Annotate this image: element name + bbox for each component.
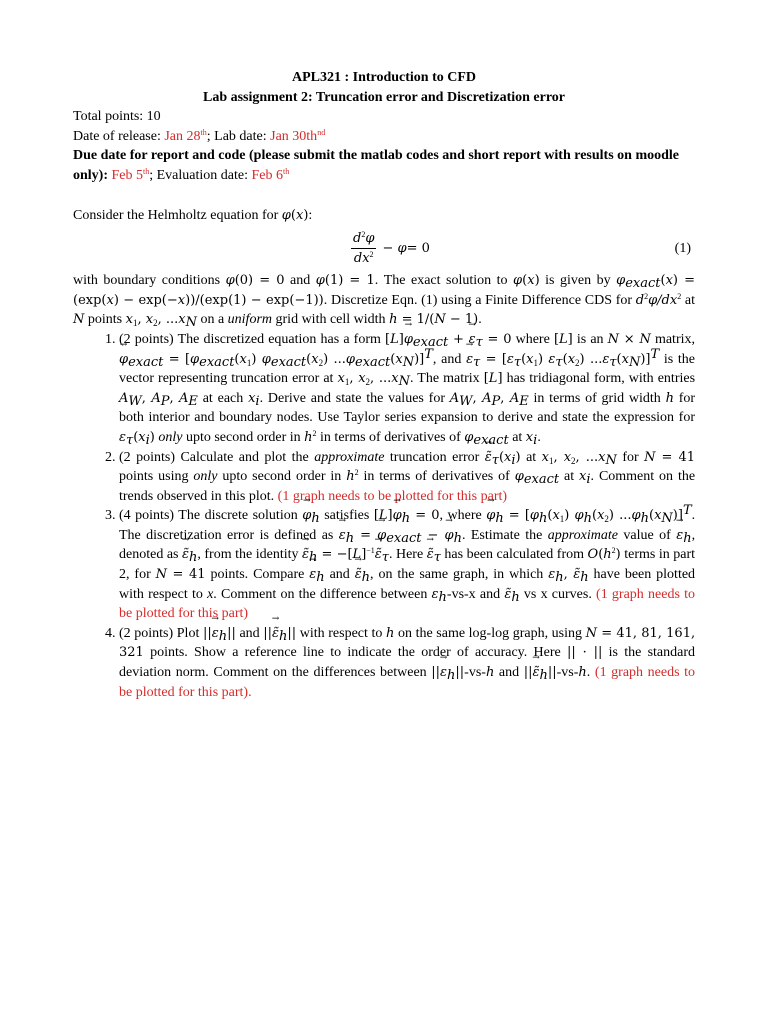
total-points: Total points: 10 <box>73 109 161 125</box>
intro-line: Consider the Helmholtz equation for φ(x): <box>73 207 313 223</box>
course-title: APL321 : Introduction to CFD <box>291 70 477 85</box>
equation-number: (1) <box>674 241 691 257</box>
question-2: 2. (2 points) Calculate and plot the approximate truncation error → $\varepsiloñ_\tau(x_i)$ at $x_1$, $x_2$, $...x_N$ for N = 41 points using only upto second order in $h^2$ in terms of derivatives of $\varphi_{exact}$ at $x_i$. Comment on the trends observed in this plot. (1 graph needs to be plotted for this part) <box>119 448 695 507</box>
graph-note: (1 graph needs to be plotted for this part) <box>277 488 508 504</box>
question-list <box>73 330 695 702</box>
helmholtz-equation: $\frac{d^2\varphi}{dx^2}$ − φ = 0 (1) <box>353 229 691 266</box>
assignment-title: Lab assignment 2: Truncation error and Discretization error <box>202 89 566 105</box>
eval-date: Feb 6th <box>251 166 290 183</box>
graph-note: (1 graph needs to be plotted for this part) <box>119 586 695 622</box>
graph-note: (1 graph needs to be plotted for this part). <box>119 665 696 700</box>
question-3: 3. (4 points) The discrete solution → $\varphi_h$ satisfies $[L]\to \varphi_h = 0$, where → $\varphi_h = [\varphi_h(x_1)$ $\varphi_h(x_2)$ $...\varphi_h(x_N)]^T$. The discretization error is defined as → $\varepsilon_h$ = → $\varphi_{exact}$ − → $\varphi_h$. Estimate the approximate value of → $\varepsilon_h$, denoted as → $\varepsiloñ_h$, from the identity → $\varepsiloñ_h = -[L]^{-1}\to$ $\varepsiloñ_\tau$. Here → $\varepsiloñ_\tau$ has been calculated from $O(h^2)$ terms in part 2, for N = 41 points. Compare → $\varepsilon_h$ and → $\varepsiloñ_h$, on the same graph, in which $\varepsilon_h$, $\varepsiloñ_h$ have been plotted with respect to x. Comment on the difference between $\varepsilon_h-vs-x$ and $\varepsiloñ_h$ vs x curves. (1 graph needs to be plotted for this part) <box>119 506 695 624</box>
question-1: 1. (2 points) The discretized equation has a form $[L]\to \varphi_{exact}$ + → $\varepsilon_\tau = 0$ where [L] is an N × N matrix, → $\varphi_{exact} = [\varphi_{exact}(x_1)$ $\varphi_{exact}(x_2)$ $...\varphi_{exact}(x_N)]^T$, and → $\varepsilon_\tau = [\varepsilon_\tau(x_1)$ $\varepsilon_\tau(x_2)$ $...\varepsilon_\tau(x_N)]^T$ is the vector representing truncation error at $x_1$, $x_2$, $...x_N$. The matrix [L] has tridiagonal form, with entries $A_W$, $A_P$, $A_E$ at each $x_i$. Derive and state the values for $A_W$, $A_P$, $A_E$ in terms of grid width h for both interior and boundary nodes. Use Taylor series expansion to derive and state the expression for $\varepsilon_\tau(x_i)$ only upto second order in $h^2$ in terms of derivatives of $\varphi_{exact}$ at $x_i$. <box>119 330 695 448</box>
due-label: Due date for report and code (please submit the matlab codes and short report with results on moodle only): <box>73 148 680 183</box>
lab-date: Jan $30th^{nd}$ <box>270 127 326 144</box>
release-date: Jan 28th <box>164 127 207 144</box>
due-line: Due date for report and code (please submit the matlab codes and short report with results on moodle only): Feb 5th; Evaluation date: Feb 6th <box>73 148 680 183</box>
release-line: Date of release: Jan 28th; Lab date: Jan $30th^{nd}$ <box>73 127 326 144</box>
document-page <box>73 68 695 702</box>
intro-paragraph: with boundary conditions φ(0) = 0 and φ(1) = 1. The exact solution to φ(x) is given by $\varphi_{exact}(x) = (\exp(x) - \exp(-x))/(\exp(1) - \exp(-1))$. Discretize Eqn. (1) using a Finite Difference CDS for $d^2\varphi/dx^2$ at N points $x_1$, $x_2$, $...x_N$ on a uniform grid with cell width h = 1/(N − 1). <box>73 273 696 331</box>
question-4: 4. (2 points) Plot ||→ $\varepsilon_h||$ and ||→ $\varepsiloñ_h||$ with respect to h on the same log-log graph, using N = 41, 81, 161, 321 points. Show a reference line to indicate the order of accuracy. Here || · || is the standard deviation norm. Comment on the differences between ||→ $\varepsilon_h||-vs-h$ and ||→ $\varepsiloñ_h||-vs-h$. (1 graph needs to be plotted for this part). <box>119 624 695 702</box>
due-date: Feb 5th <box>111 166 150 183</box>
